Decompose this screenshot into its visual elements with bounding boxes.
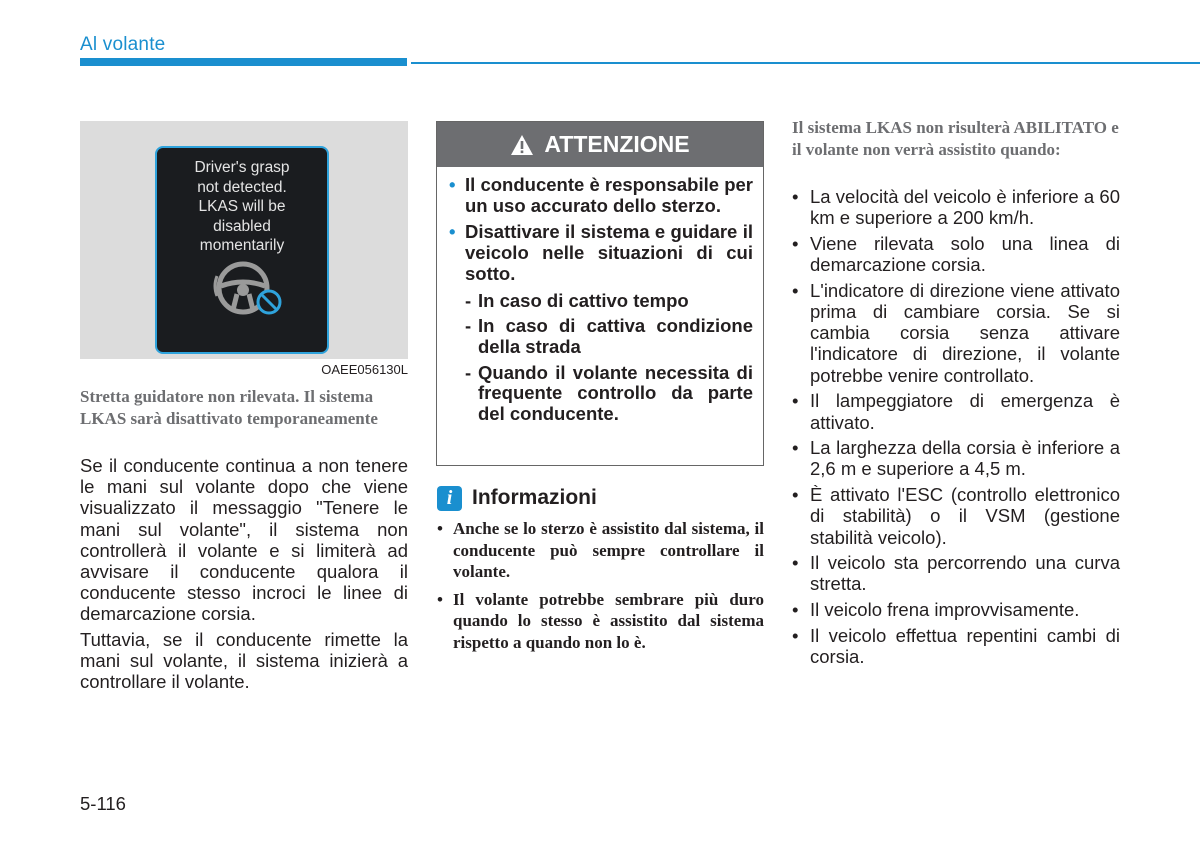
list-item-text: La velocità del veicolo è inferiore a 60 km e superiore a 200 km/h. [810,186,1120,229]
bullet-icon: • [449,221,456,243]
list-item-text: È attivato l'ESC (controllo elettronico di stabilità) o il VSM (gestione stabilità veicolo). [810,484,1120,548]
section-title: Al volante [80,34,166,55]
bullet-icon: • [792,232,799,254]
warning-item [449,222,753,284]
list-item [792,186,1120,228]
column3-list [792,186,1120,672]
info-item [437,589,764,654]
bullet-icon: • [792,186,799,207]
warning-title: ATTENZIONE [544,131,690,157]
dash-icon: - [465,361,472,383]
warning-item-text: Disattivare il sistema e guidare il veicolo nelle situazioni di cui sotto. [465,221,753,284]
bullet-icon: • [792,599,799,621]
info-item-text: Anche se lo sterzo è assistito dal sistema, il conducente può sempre controllare il volante. [453,519,764,581]
warning-subitem-text: In caso di cattiva condizione della strada [478,315,753,357]
bullet-icon: • [792,390,799,412]
bullet-icon: • [449,174,456,195]
bullet-icon: • [437,589,443,609]
list-item-text: La larghezza della corsia è inferiore a 2,6 m e superiore a 4,5 m. [810,437,1120,480]
warning-list [437,167,763,425]
bullet-icon: • [792,437,799,459]
warning-subitem [449,291,753,312]
warning-header [437,122,763,167]
column3-heading: Il sistema LKAS non risulterà ABILITATO e il volante non verrà assistito quando: [792,118,1119,159]
list-item [792,390,1120,432]
list-item [792,625,1120,667]
bullet-icon: • [792,279,799,301]
dash-icon: - [465,289,472,311]
cluster-message: Driver's grasp not detected. LKAS will be disabled momentarily [194,159,290,254]
list-item-text: Il veicolo sta percorrendo una curva stretta. [810,552,1120,595]
warning-subitem [449,363,753,425]
cluster-display [155,146,329,354]
warning-triangle-icon [510,134,534,156]
steering-wheel-prohibited-icon [209,256,289,326]
list-item-text: Il veicolo effettua repentini cambi di corsia. [810,624,1120,668]
header-rule-thin [411,62,1200,64]
dash-icon: - [465,315,472,337]
column1-paragraph: Tuttavia, se il conducente rimette la mani sul volante, il sistema inizierà a controllare il volante. [80,629,408,693]
bullet-icon: • [792,484,799,506]
list-item-text: Il lampeggiatore di emergenza è attivato. [810,390,1120,433]
info-title: Informazioni [472,486,597,509]
bullet-icon: • [792,624,799,646]
warning-subitem [449,316,753,357]
warning-item [449,175,753,216]
list-item [792,437,1120,479]
bullet-icon: • [792,552,799,574]
column1-subheading: Stretta guidatore non rilevata. Il sistema LKAS sarà disattivato temporaneamente [80,387,378,428]
list-item [792,280,1120,386]
bullet-icon: • [437,519,443,538]
list-item [792,233,1120,275]
warning-item-text: Il conducente è responsabile per un uso accurato dello sterzo. [465,174,753,216]
info-icon: i [437,486,462,511]
header-rule-thick [80,58,407,66]
info-item [437,518,764,583]
figure-caption: OAEE056130L [321,362,408,377]
column1-paragraph: Se il conducente continua a non tenere le mani sul volante dopo che viene visualizzato il messaggio "Tenere le mani sul volante", il sistema non controllerà il volante e si limiterà ad avvisare il conducente qualora il conducente stesso incroci le linee di demarcazione corsia. [80,455,408,625]
info-item-text: Il volante potrebbe sembrare più duro quando lo stesso è assistito dal sistema rispetto a quando non lo è. [453,589,764,652]
list-item-text: Viene rilevata solo una linea di demarcazione corsia. [810,232,1120,276]
info-list [437,518,764,659]
warning-subitem-text: In caso di cattivo tempo [478,289,689,311]
list-item-text: L'indicatore di direzione viene attivato prima di cambiare corsia. Se si cambia corsia senza attivare l'indicatore di direzione, il volante potrebbe venire controllato. [810,279,1120,386]
page-number: 5-116 [80,793,126,814]
warning-box [436,121,764,466]
figure-panel [80,121,408,359]
list-item [792,552,1120,594]
list-item [792,484,1120,548]
info-header [437,484,597,512]
list-item [792,599,1120,620]
warning-subitem-text: Quando il volante necessita di frequente controllo da parte del conducente. [478,361,753,425]
list-item-text: Il veicolo frena improvvisamente. [810,599,1080,621]
